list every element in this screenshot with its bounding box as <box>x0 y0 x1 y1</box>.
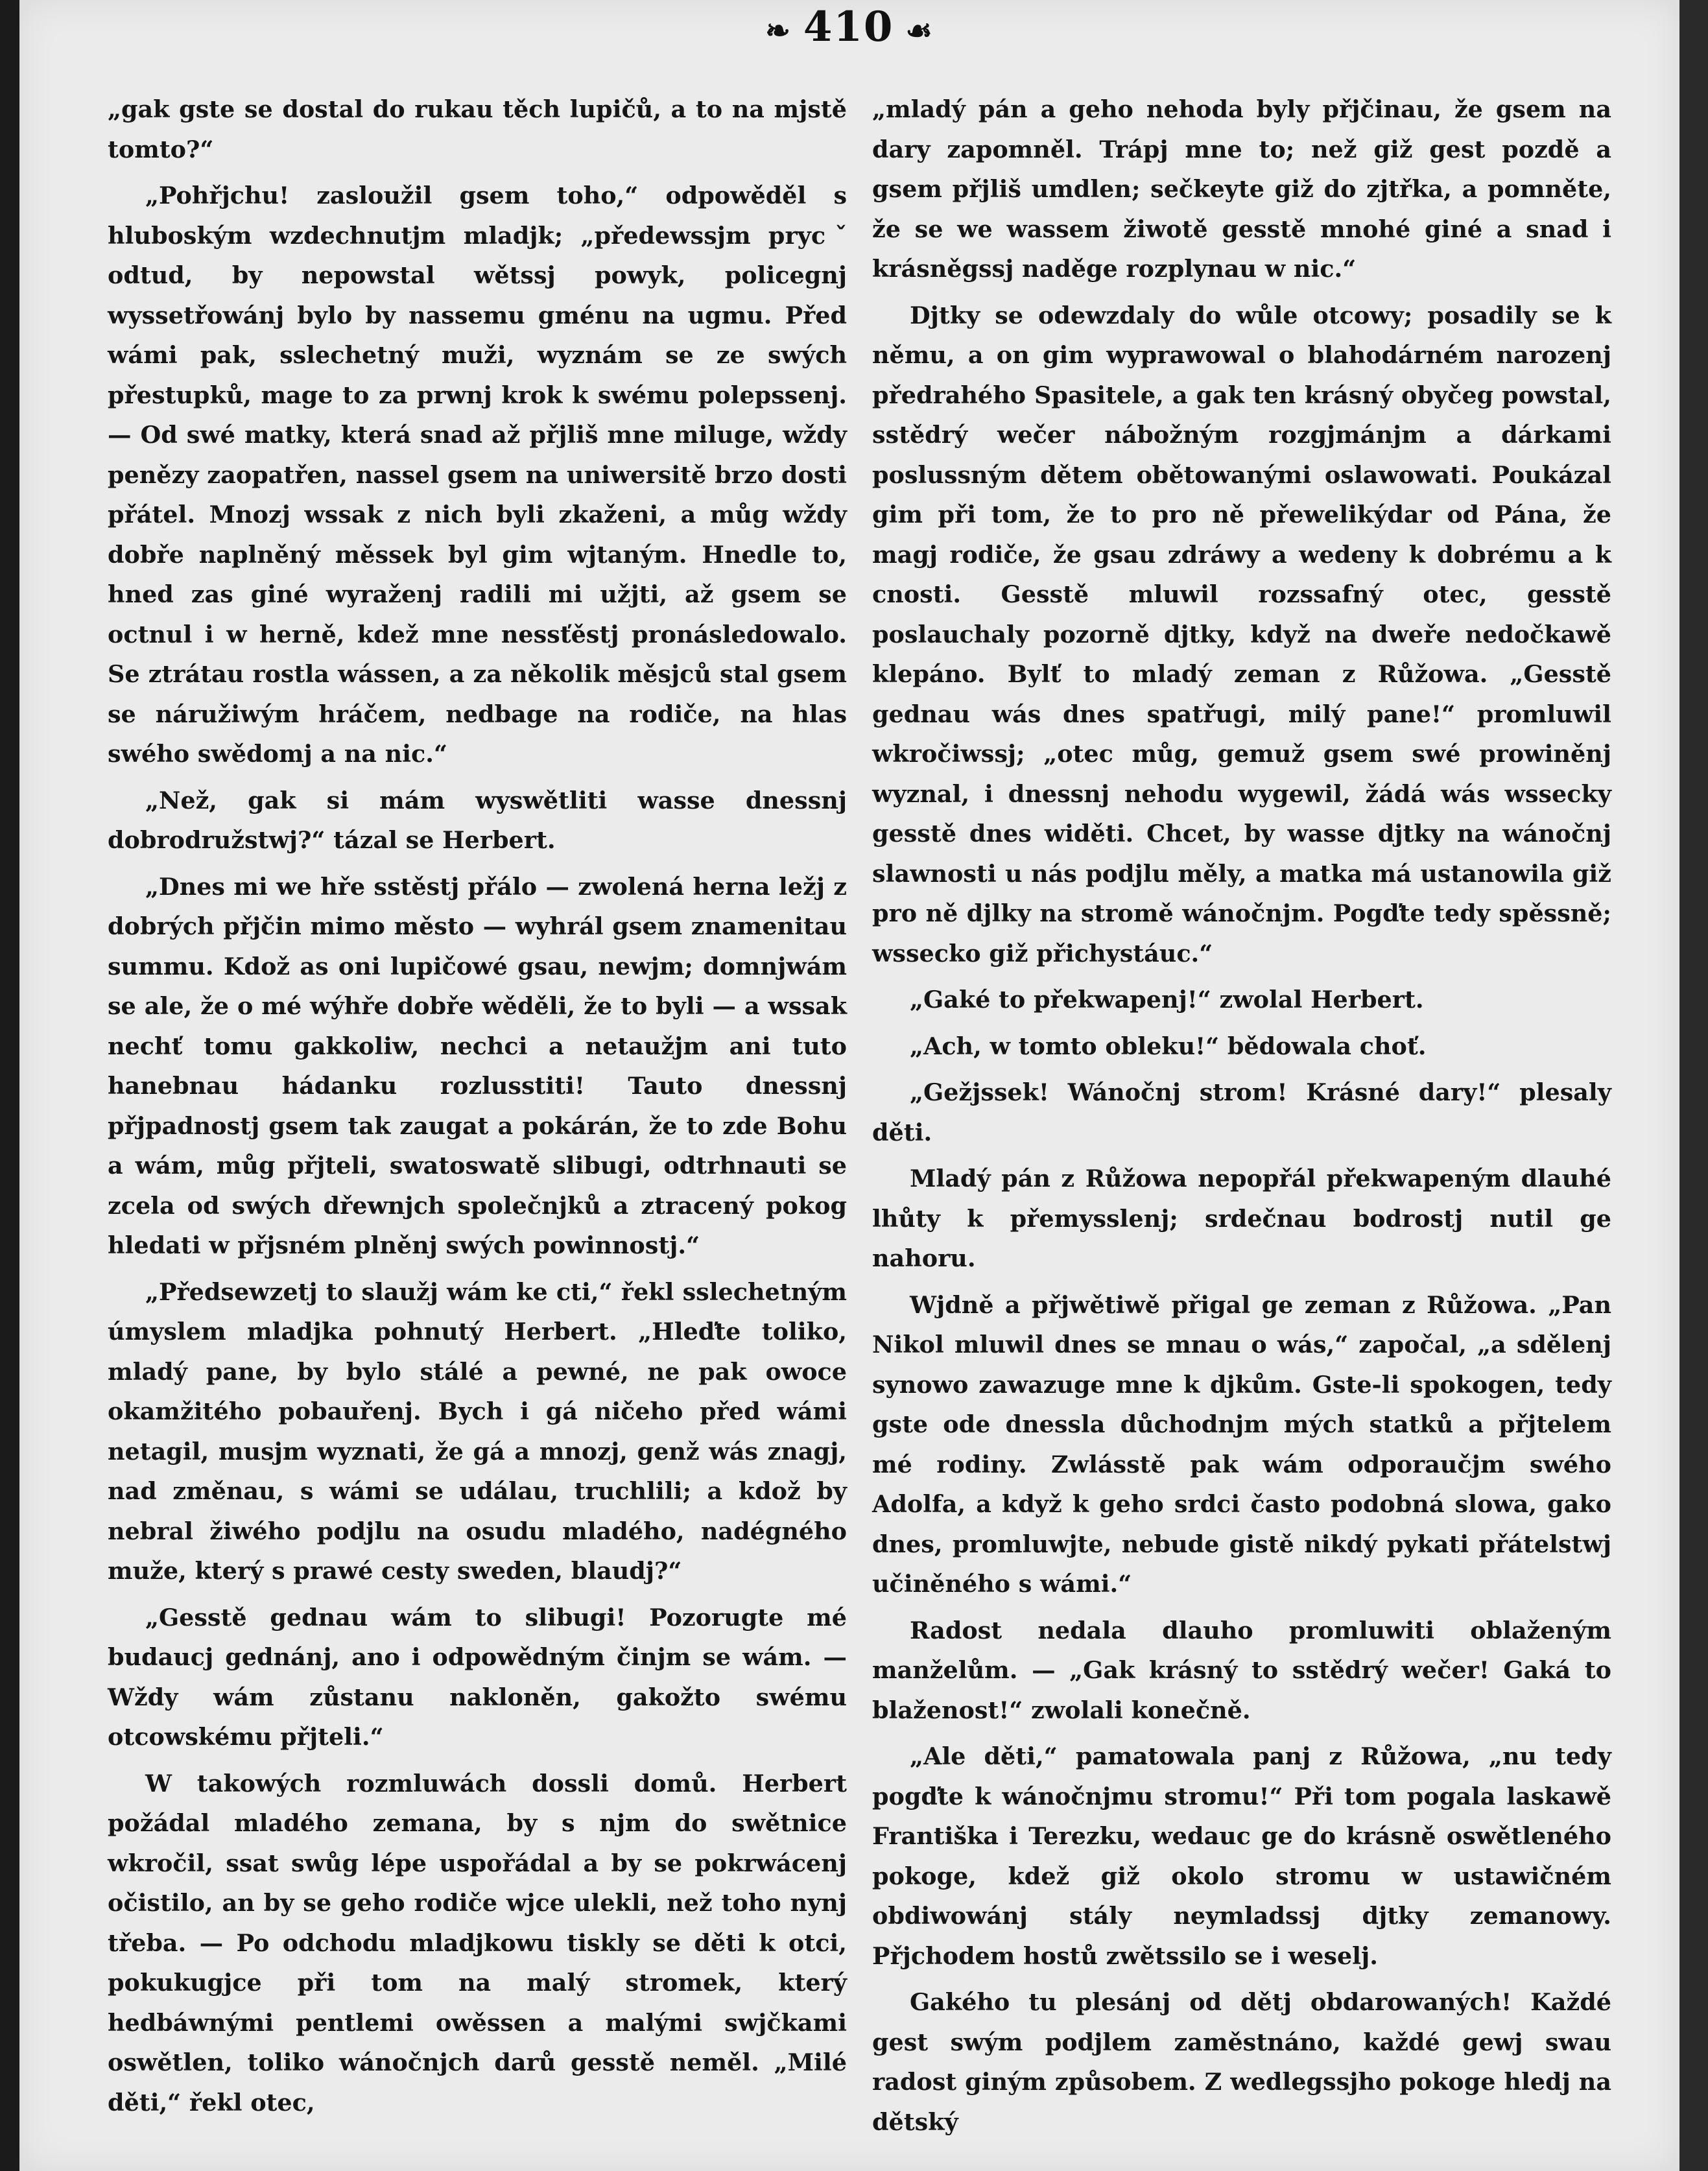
paragraph: Djtky se odewzdaly do wůle otcowy; posadily se k němu, a on gim wyprawowal o blahodárném narozenj předrahého Spasitele, a gak ten krásný obyčeg powstal, sstědrý wečer nábožným rozgjmánjm a dárkami poslussným dětem obětowanými oslawowati. Poukázal gim při tom, že to pro ně přewelikýdar od Pána, že magj rodiče, že gsau zdráwy a wedeny k dobrému a k cnosti. Gesstě mluwil rozssafný otec, gesstě poslauchaly pozorně djtky, když na dweře nedočkawě klepáno. Bylť to mladý zeman z Růžowa. „Gesstě gednau wás dnes spatřugi, milý pane!“ promluwil wkročiwssj; „otec můg, gemuž gsem swé prowiněnj wyznal, i dnessnj nehodu wygewil, žádá wás wssecky gesstě dnes widěti. Chcet, by wasse djtky na wánočnj slawnosti u nás podjlu měly, a matka má ustanowila giž pro ně djlky na stromě wánočnjm. Pogďte tedy spěssně; wssecko giž přichystáuc.“ <box>872 301 1611 967</box>
paragraph: „Ach, w tomto obleku!“ bědowala choť. <box>910 1032 1427 1060</box>
paragraph: Gakého tu plesánj od dětj obdarowaných! Každé gest swým podjlem zaměstnáno, každé gewj swau radost giným způsobem. Z wedlegssjho pokoge hledj na dětský <box>872 1988 1611 2136</box>
scan-edge <box>1679 0 1708 2171</box>
right-column <box>872 89 1611 2136</box>
ornament-left-icon: ❧ <box>765 12 792 48</box>
paragraph: „Pohřjchu! zasloužil gsem toho,“ odpowěděl s hluboským wzdechnutjm mladjk; „předewssjm prycˇ odtud, by nepowstal wětssj powyk, policegnj wyssetřowánj bylo by nassemu gménu na ugmu. Před wámi pak, sslechetný muži, wyznám se ze swých přestupků, mage to za prwnj krok k swému polepssenj. — Od swé matky, která snad až přjliš mne miluge, wždy penězy zaopatřen, nassel gsem na uniwersitě brzo dosti přátel. Mnozj wssak z nich byli zkaženi, a můg wždy dobře naplněný měssek byl gim wjtaným. Hnedle to, hned zas giné wyraženj radili mi užjti, až gsem se octnul i w herně, kdež mne nessťěstj pronásledowalo. Se ztrátau rostla wássen, a za několik měsjců stal gsem se náružiwým hráčem, nedbage na rodiče, na hlas swého swědomj a na nic.“ <box>108 182 847 768</box>
paragraph: „Gaké to překwapenj!“ zwolal Herbert. <box>910 986 1424 1014</box>
paragraph: W takowých rozmluwách dossli domů. Herbert požádal mladého zemana, by s njm do swětnice wkročil, ssat swůg lépe uspořádal a by se pokrwácenj očistilo, an by se geho rodiče wjce ulekli, než toho nynj třeba. — Po odchodu mladjkowu tiskly se děti k otci, pokukugjce při tom na malý stromek, který hedbáwnými pentlemi owěssen a malými swjčkami oswětlen, toliko wánočnjch darů gesstě neměl. „Milé děti,“ řekl otec, <box>108 1769 847 2117</box>
paragraph: „Dnes mi we hře sstěstj přálo — zwolená herna ležj z dobrých přjčin mimo město — wyhrál gsem znamenitau summu. Kdož as oni lupičowé gsau, newjm; domnjwám se ale, že o mé wýhře dobře wěděli, že to byli — a wssak nechť tomu gakkoliw, nechci a netaužjm ani tuto hanebnau hádanku rozlusstiti! Tauto dnessnj přjpadnostj gsem tak zaugat a pokárán, že to zde Bohu a wám, můg přjteli, swatoswatě slibugi, odtrhnauti se zcela od swých dřewnjch společnjků a ztracený pokog hledati w přjsném plněnj swých powinnostj.“ <box>108 872 847 1259</box>
ornament-right-icon: ☙ <box>905 12 934 48</box>
paragraph: „Předsewzetj to slaužj wám ke cti,“ řekl sslechetným úmyslem mladjka pohnutý Herbert. „Hleďte toliko, mladý pane, by bylo stálé a pewné, ne pak owoce okamžitého pobauřenj. Bych i gá ničeho před wámi netagil, musjm wyznati, že gá a mnozj, genž wás znagj, nad změnau, s wámi se událau, truchlili; a kdož by nebral žiwého podjlu na osudu mladého, nadégného muže, který s prawé cesty sweden, blaudj?“ <box>108 1277 847 1585</box>
book-page <box>19 0 1679 2171</box>
page-header <box>19 3 1679 51</box>
paragraph: „mladý pán a geho nehoda byly přjčinau, že gsem na dary zapomněl. Trápj mne to; než giž gest pozdě a gsem přjliš umdlen; sečkeyte giž do zjtřka, a pomněte, že se we wassem žiwotě gesstě mnohé giné a snad i krásněgssj naděge rozplynau w nic.“ <box>872 95 1611 283</box>
paragraph: „Než, gak si mám wyswětliti wasse dnessnj dobrodružstwj?“ tázal se Herbert. <box>108 786 847 854</box>
paragraph: Wjdně a přjwětiwě přigal ge zeman z Růžowa. „Pan Nikol mluwil dnes se mnau o wás,“ započal, „a sdělenj synowo zawazuge mne k djkům. Gste-li spokogen, tedy gste ode dnessla důchodnjm mých statků a přjtelem mé rodiny. Zwlásstě pak wám odporaučjm swého Adolfa, a když k geho srdci často podobná slowa, gako dnes, promluwjte, nebude gistě nikdý pykati přátelstwj učiněného s wámi.“ <box>872 1290 1611 1598</box>
page-number: 410 <box>803 3 894 51</box>
paragraph: „Ale děti,“ pamatowala panj z Růžowa, „nu tedy pogďte k wánočnjmu stromu!“ Při tom pogala laskawě Františka i Terezku, wedauc ge do krásně oswětleného pokoge, kdež giž okolo stromu w ustawičném obdiwowánj stály neymladssj djtky zemanowy. Přjchodem hostů zwětssilo se i weselj. <box>872 1742 1611 1970</box>
left-column <box>108 89 847 2119</box>
paragraph: Mladý pán z Růžowa nepopřál překwapeným dlauhé lhůty k přemysslenj; srdečnau bodrostj nutil ge nahoru. <box>872 1165 1611 1272</box>
paragraph: „gak gste se dostal do rukau těch lupičů, a to na mjstě tomto?“ <box>108 95 847 163</box>
paragraph: Radost nedala dlauho promluwiti oblaženým manželům. — „Gak krásný to sstědrý wečer! Gaká to blaženost!“ zwolali konečně. <box>872 1616 1611 1724</box>
paragraph: „Gežjssek! Wánočnj strom! Krásné dary!“ plesaly děti. <box>872 1078 1611 1146</box>
paragraph: „Gesstě gednau wám to slibugi! Pozorugte mé budaucj gednánj, ano i odpowědným činjm se wám. — Wždy wám zůstanu nakloněn, gakožto swému otcowskému přjteli.“ <box>108 1603 847 1751</box>
